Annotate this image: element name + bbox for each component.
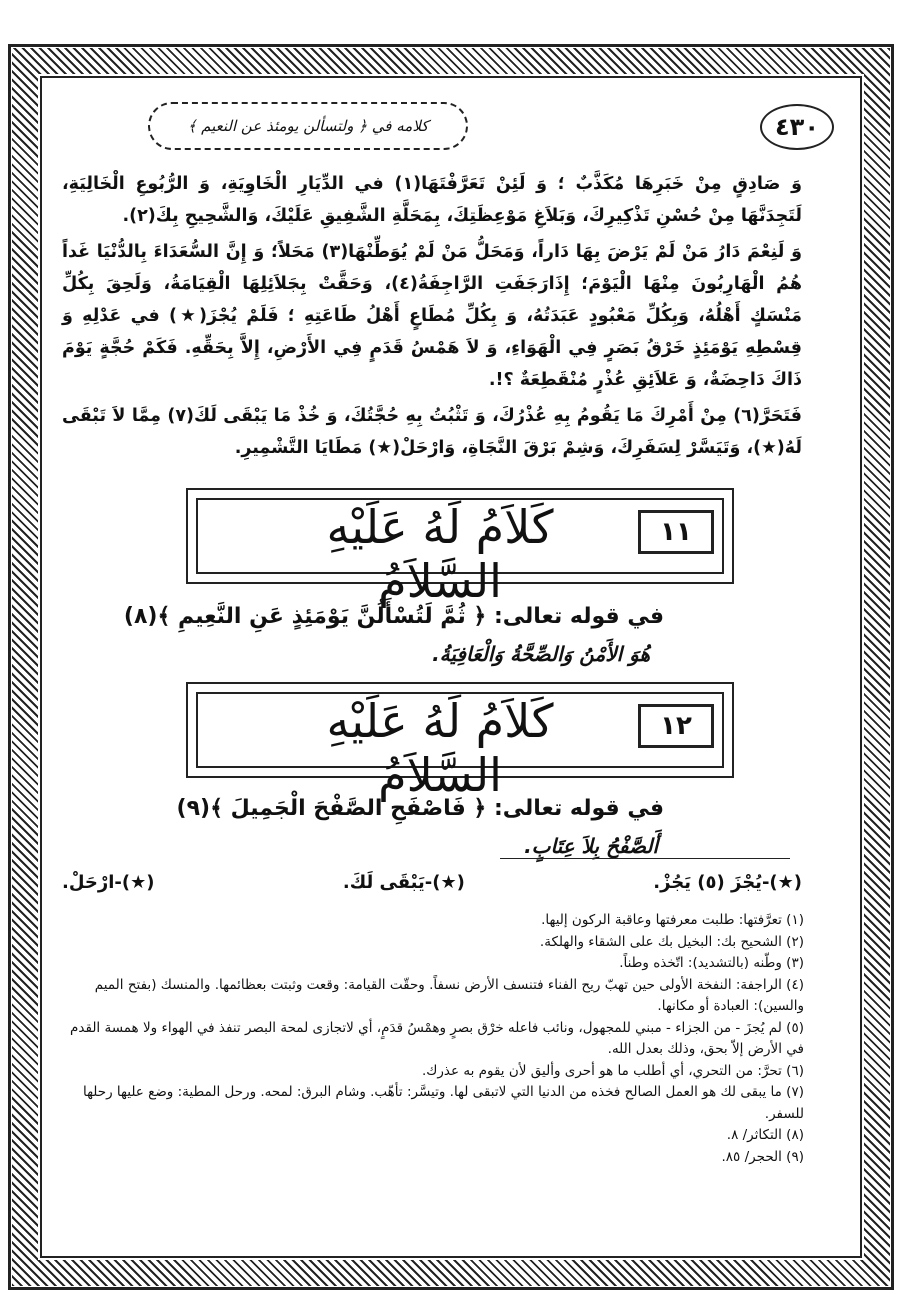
variant-reading: (★)-يُجْزَ (٥) يَجُزْ. — [653, 872, 802, 893]
section-12-answer: أَلصَّفْحُ بِلاَ عِتَابٍ. — [524, 834, 658, 858]
footnote: (٩) الحجر/ ٨٥. — [721, 1148, 804, 1165]
paragraph-1: وَ صَادِقٍ مِنْ خَبَرِهَا مُكَذَّبٌ ؛ وَ لَئِنْ تَعَرَّفْتَهَا(١) في الدِّيَارِ الْخَاوِيَةِ، وَ الرُّبُوعِ الْخَالِيَةِ، لَتَجِدَنَّهَا مِنْ حُسْنِ تَذْكِيرِكَ، وَبَلاَغِ مَوْعِظَتِكَ، بِمَحَلَّةِ الشَّفِيقِ عَلَيْكَ، وَالشَّحِيحِ بِكَ(٢). — [62, 174, 802, 226]
footnote: (٥) لم يُجزَ - من الجزاء - مبني للمجهول، ونائب فاعله خرْق بصرٍ وهمْسُ قدَمٍ، أي لاتجازى لمحة البصر تنفذ في الهواء ولا همسة القدم في الأرض إلاّ بحق، وذلك بعدل الله. — [70, 1019, 804, 1057]
page-number: ٤٣٠ — [760, 104, 834, 150]
footnote: (٣) وطّنه (بالتشديد): اتّخذه وطناً. — [619, 955, 804, 971]
footnote: (٢) الشحيح بك: البخيل بك على الشقاء والهلكة. — [539, 933, 804, 950]
page-header — [66, 98, 834, 156]
footnote: (١) تعرَّفتها: طلبت معرفتها وعاقبة الركون إليها. — [541, 912, 804, 928]
section-number: ١١ — [638, 510, 714, 554]
section-11-verse: في قوله تعالى: ﴿ ثُمَّ لَتُسْأَلُنَّ يَوْمَئِذٍ عَنِ النَّعِيمِ ﴾(٨) — [123, 604, 664, 629]
footnote: (٤) الراجفة: النفخة الأولى حين تهبّ ريح الفناء فتنسف الأرض نسفاً. وحقّت القيامة: وقعت وثبتت بعظائمها. والمنسك (بفتح الميم والسين): العبادة أو مكانها. — [94, 976, 804, 1014]
footnote: (٧) ما يبقى لك هو العمل الصالح فخذه من الدنيا التي لاتبقى لها. وتيسَّر: تأهّب. وشام البرق: لمحه. ورحل المطية: وضع عليها رحلها للسفر. — [82, 1084, 804, 1122]
variant-reading: (★)-ارْحَلْ. — [62, 872, 155, 893]
footnote: (٦) تحرَّ: من التحري، أي أطلب ما هو أحرى وأليق لأن يقوم به عذرك. — [421, 1062, 804, 1079]
section-number: ١٢ — [638, 704, 714, 748]
section-11-answer: هُوَ الأَمْنُ وَالصِّحَّةُ وَالْعَافِيَةُ. — [432, 642, 650, 666]
paragraph-2: وَ لَنِعْمَ دَارُ مَنْ لَمْ يَرْضَ بِهَا دَاراً، وَمَحَلُّ مَنْ لَمْ يُوَطِّنْهَا(٣) مَحَلاً؛ وَ إِنَّ السُّعَدَاءَ بِالدُّنْيَا غَداً هُمُ الْهَارِبُونَ مِنْهَا الْيَوْمَ؛ إِذَارَجَفَتِ الرَّاجِفَةُ(٤)، وَحَقَّتْ بِجَلاَئِلِهَا الْقِيَامَةُ، وَلَحِقَ بِكُلِّ مَنْسَكٍ أَهْلُهُ، وَبِكُلِّ مَعْبُودٍ عَبَدَتُهُ، وَ بِكُلِّ مُطَاعٍ أَهْلُ طَاعَتِهِ ؛ فَلَمْ يُجْزَ(★) في عَدْلِهِ وَ قِسْطِهِ يَوْمَئِذٍ خَرْقُ بَصَرٍ فِي الْهَوَاءِ، وَ لاَ هَمْسُ قَدَمٍ فِي الأَرْضِ، إِلاَّ بِحَقِّهِ. فَكَمْ حُجَّةٍ يَوْمَ ذَاكَ دَاحِضَةٌ، وَ عَلاَئِقِ عُذْرٍ مُنْقَطِعَةٌ ؟!. — [62, 242, 803, 390]
footnote-separator — [500, 858, 790, 859]
banner-calligraphy: كَلاَمُ لَهُ عَلَيْهِ السَّلاَمُ — [326, 500, 554, 608]
variant-readings — [62, 872, 802, 893]
banner-calligraphy: كَلاَمُ لَهُ عَلَيْهِ السَّلاَمُ — [326, 694, 554, 802]
variant-reading: (★)-يَبْقَى لَكَ. — [342, 872, 465, 893]
paragraph-3: فَتَحَرَّ(٦) مِنْ أَمْرِكَ مَا يَقُومُ بِهِ عُذْرُكَ، وَ تَثْبُتُ بِهِ حُجَّتُكَ، وَ خُذْ مَا يَبْقَى لَكَ(٧) مِمَّا لاَ تَبْقَى لَهُ(★)، وَتَيَسَّرْ لِسَفَرِكَ، وَشِمْ بَرْقَ النَّجَاةِ، وَارْحَلْ(★) مَطَايَا التَّشْمِيرِ. — [62, 406, 802, 458]
footnotes — [62, 910, 804, 1168]
section-12-verse: في قوله تعالى: ﴿ فَاصْفَحِ الصَّفْحَ الْجَمِيلَ ﴾(٩) — [176, 796, 664, 821]
section-12-banner — [186, 682, 734, 802]
running-title: كلامه في ﴿ ولتسألن يومئذ عن النعيم ﴾ — [148, 102, 468, 150]
footnote: (٨) التكاثر/ ٨. — [726, 1127, 804, 1143]
section-11-banner — [186, 488, 734, 608]
main-text — [62, 168, 802, 468]
